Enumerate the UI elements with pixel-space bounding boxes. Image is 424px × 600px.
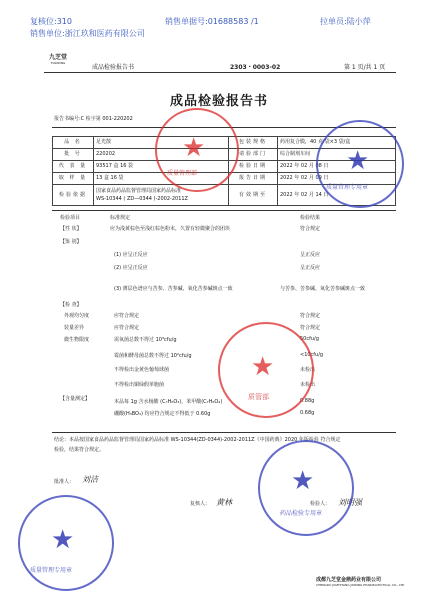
company-logo: 九芝堂 TIANDING	[48, 54, 67, 65]
info-key: 包装规格	[229, 137, 278, 149]
jiancha-appearance-result: 符合规定	[300, 313, 321, 319]
jiancha-pseudomonas: 不得检出铜绿假单胞菌	[114, 382, 165, 388]
stamp-quality-dept: ★ 质量管理部	[155, 108, 239, 192]
info-key: 品 名	[53, 137, 94, 149]
jiancha-microbe-result: 50cfu/g	[300, 336, 319, 342]
hanliang-result-1: 0.88g	[300, 398, 315, 404]
conclusion-text: 结论：本品按国家食品药品监督管理局国家药品标准 WS-10344(ZD-0344)-2002-2011Z《中国药典》2020 年版检验 符合规定	[54, 437, 341, 443]
approver-label: 批准人：	[54, 479, 75, 485]
conclusion-text-2: 检验，结果符合规定。	[54, 447, 105, 453]
stamp-inspection-seal: ★ 药品检验专用章	[258, 440, 354, 536]
column-item: 检验项目	[60, 215, 81, 221]
info-value: 综合制剂车间	[278, 149, 396, 161]
form-name: 成品检验报告书	[92, 64, 135, 71]
info-value: 220202	[94, 149, 229, 161]
checker-label: 复核人：	[190, 501, 211, 507]
approver-signature: 刘洁	[82, 475, 98, 484]
star-icon: ★	[182, 133, 206, 163]
stamp-qc-dept: ★ 质管部	[218, 322, 314, 418]
hanliang-result-2: 0.68g	[300, 410, 315, 416]
hanliang-standard-1: 本品每 1g 含水杨酸 (C₇H₆O₃)，苯甲酸(C₇H₆O₂)	[114, 399, 223, 405]
info-value: 2022 年 02 月 09 日	[278, 173, 396, 185]
info-value: 13 盒 16 袋	[94, 173, 229, 185]
section-jianbie: 【鉴 别】	[60, 239, 82, 245]
jianbie-2-result: 呈正反应	[300, 265, 321, 271]
jiancha-pseudomonas-result: 未检出	[300, 382, 316, 388]
jianbie-3: (3) 薄层色谱应与苦参、苦参碱、氧化苦参碱斑点一致	[114, 286, 233, 292]
jiancha-mold: 霉菌和酵母菌总数不得过 10²cfu/g	[114, 353, 192, 359]
section-jiancha: 【检 查】	[60, 302, 82, 308]
info-value: 93517 盒 16 袋	[94, 161, 229, 173]
inspector-signature: 刘明强	[338, 498, 362, 507]
jianbie-3-result: 与苦参、苦参碱、氧化苦参碱斑点一致	[280, 286, 366, 292]
footer-company-en: CHENGDU JIUZHITANG JINDING PHARMACEUTICAL CO., LTD	[316, 583, 405, 587]
jiancha-appearance-standard: 应符合规定	[114, 313, 140, 319]
jianbie-1-result: 呈正反应	[300, 252, 321, 258]
picker-name: 拉单员:陆小萍	[320, 17, 371, 26]
jiancha-microbe-standard: 需氧菌总数不得过 10³cfu/g	[114, 337, 177, 343]
star-icon: ★	[346, 146, 370, 176]
info-key: 有效期至	[229, 185, 278, 206]
items-top-rule	[52, 210, 396, 211]
info-value: 2022 年 02 月 08 日	[278, 161, 396, 173]
star-icon: ★	[51, 525, 75, 555]
info-key: 检验依据	[53, 185, 94, 206]
hanliang-standard-2: 硼酸(H₃BO₃) 均应符合规定不得低于 0.60g	[114, 411, 211, 417]
stamp-quality-seal-blue: ★ 质量管理专用章	[316, 120, 404, 208]
review-code: 复核位:310	[30, 17, 72, 26]
info-key: 代 表 量	[53, 161, 94, 173]
sales-doc-number: 销售单据号:01688583 /1	[165, 17, 259, 26]
jiancha-microbe: 微生物限度	[64, 337, 90, 343]
column-result: 检验结果	[300, 215, 321, 221]
section-hanliang: 【含量测定】	[60, 396, 91, 402]
info-key: 批 号	[53, 149, 94, 161]
jiancha-fill: 装量差异	[64, 325, 85, 331]
jiancha-fill-result: 符合规定	[300, 325, 321, 331]
jiancha-fill-standard: 应符合规定	[114, 325, 140, 331]
footer-company: 成都九芝堂金鼎药业有限公司	[316, 577, 382, 583]
form-code: 2303・0003-02	[230, 64, 281, 71]
page-title: 成品检验报告书	[170, 94, 269, 109]
jiancha-mold-result: <10cfu/g	[300, 352, 324, 358]
inspector-label: 检验人：	[310, 501, 331, 507]
info-value: 药用复合膜，40 克/袋×3 袋/盒	[278, 137, 396, 149]
sales-company: 销售单位:浙江玖和医药有限公司	[30, 29, 145, 38]
info-value: 2022 年 02 月 14 日	[278, 185, 396, 206]
section-xingzhuang: 【性 状】	[60, 226, 82, 232]
column-standard: 标准规定	[110, 215, 131, 221]
xingzhuang-standard: 应为浅黄棕色至浅红棕色粉末，久置有轻微聚合的团块	[110, 226, 231, 232]
star-icon: ★	[251, 352, 275, 382]
conclusion-rule	[52, 432, 396, 433]
stamp-quality-seal-lower: ★ 质量管理专用章	[18, 495, 114, 591]
info-value: 国家食品药品监督管理局国家药品标准 WS-10344 ( ZD—0344 )-2002-2011Z	[94, 185, 229, 206]
jianbie-2: (2) 应呈正反应	[114, 265, 148, 271]
info-key: 请验部门	[229, 149, 278, 161]
header-rule	[44, 72, 396, 73]
info-key: 取 样 量	[53, 173, 94, 185]
jiancha-appearance: 外观均匀度	[64, 313, 90, 319]
checker-signature: 黄林	[216, 498, 232, 507]
info-key: 检验日期	[229, 161, 278, 173]
info-value: 足光散	[94, 137, 229, 149]
page-indicator: 第 1 页/共 1 页	[344, 64, 386, 71]
star-icon: ★	[291, 466, 315, 496]
jiancha-staph-result: 未检出	[300, 367, 316, 373]
jianbie-1: (1) 应呈正反应	[114, 252, 148, 258]
xingzhuang-result: 符合规定	[300, 226, 321, 232]
jiancha-staph: 不得检出金黄色葡萄球菌	[114, 367, 170, 373]
report-number: 报告书编号:C 检字第 001-220202	[54, 116, 133, 122]
info-key: 报告日期	[229, 173, 278, 185]
